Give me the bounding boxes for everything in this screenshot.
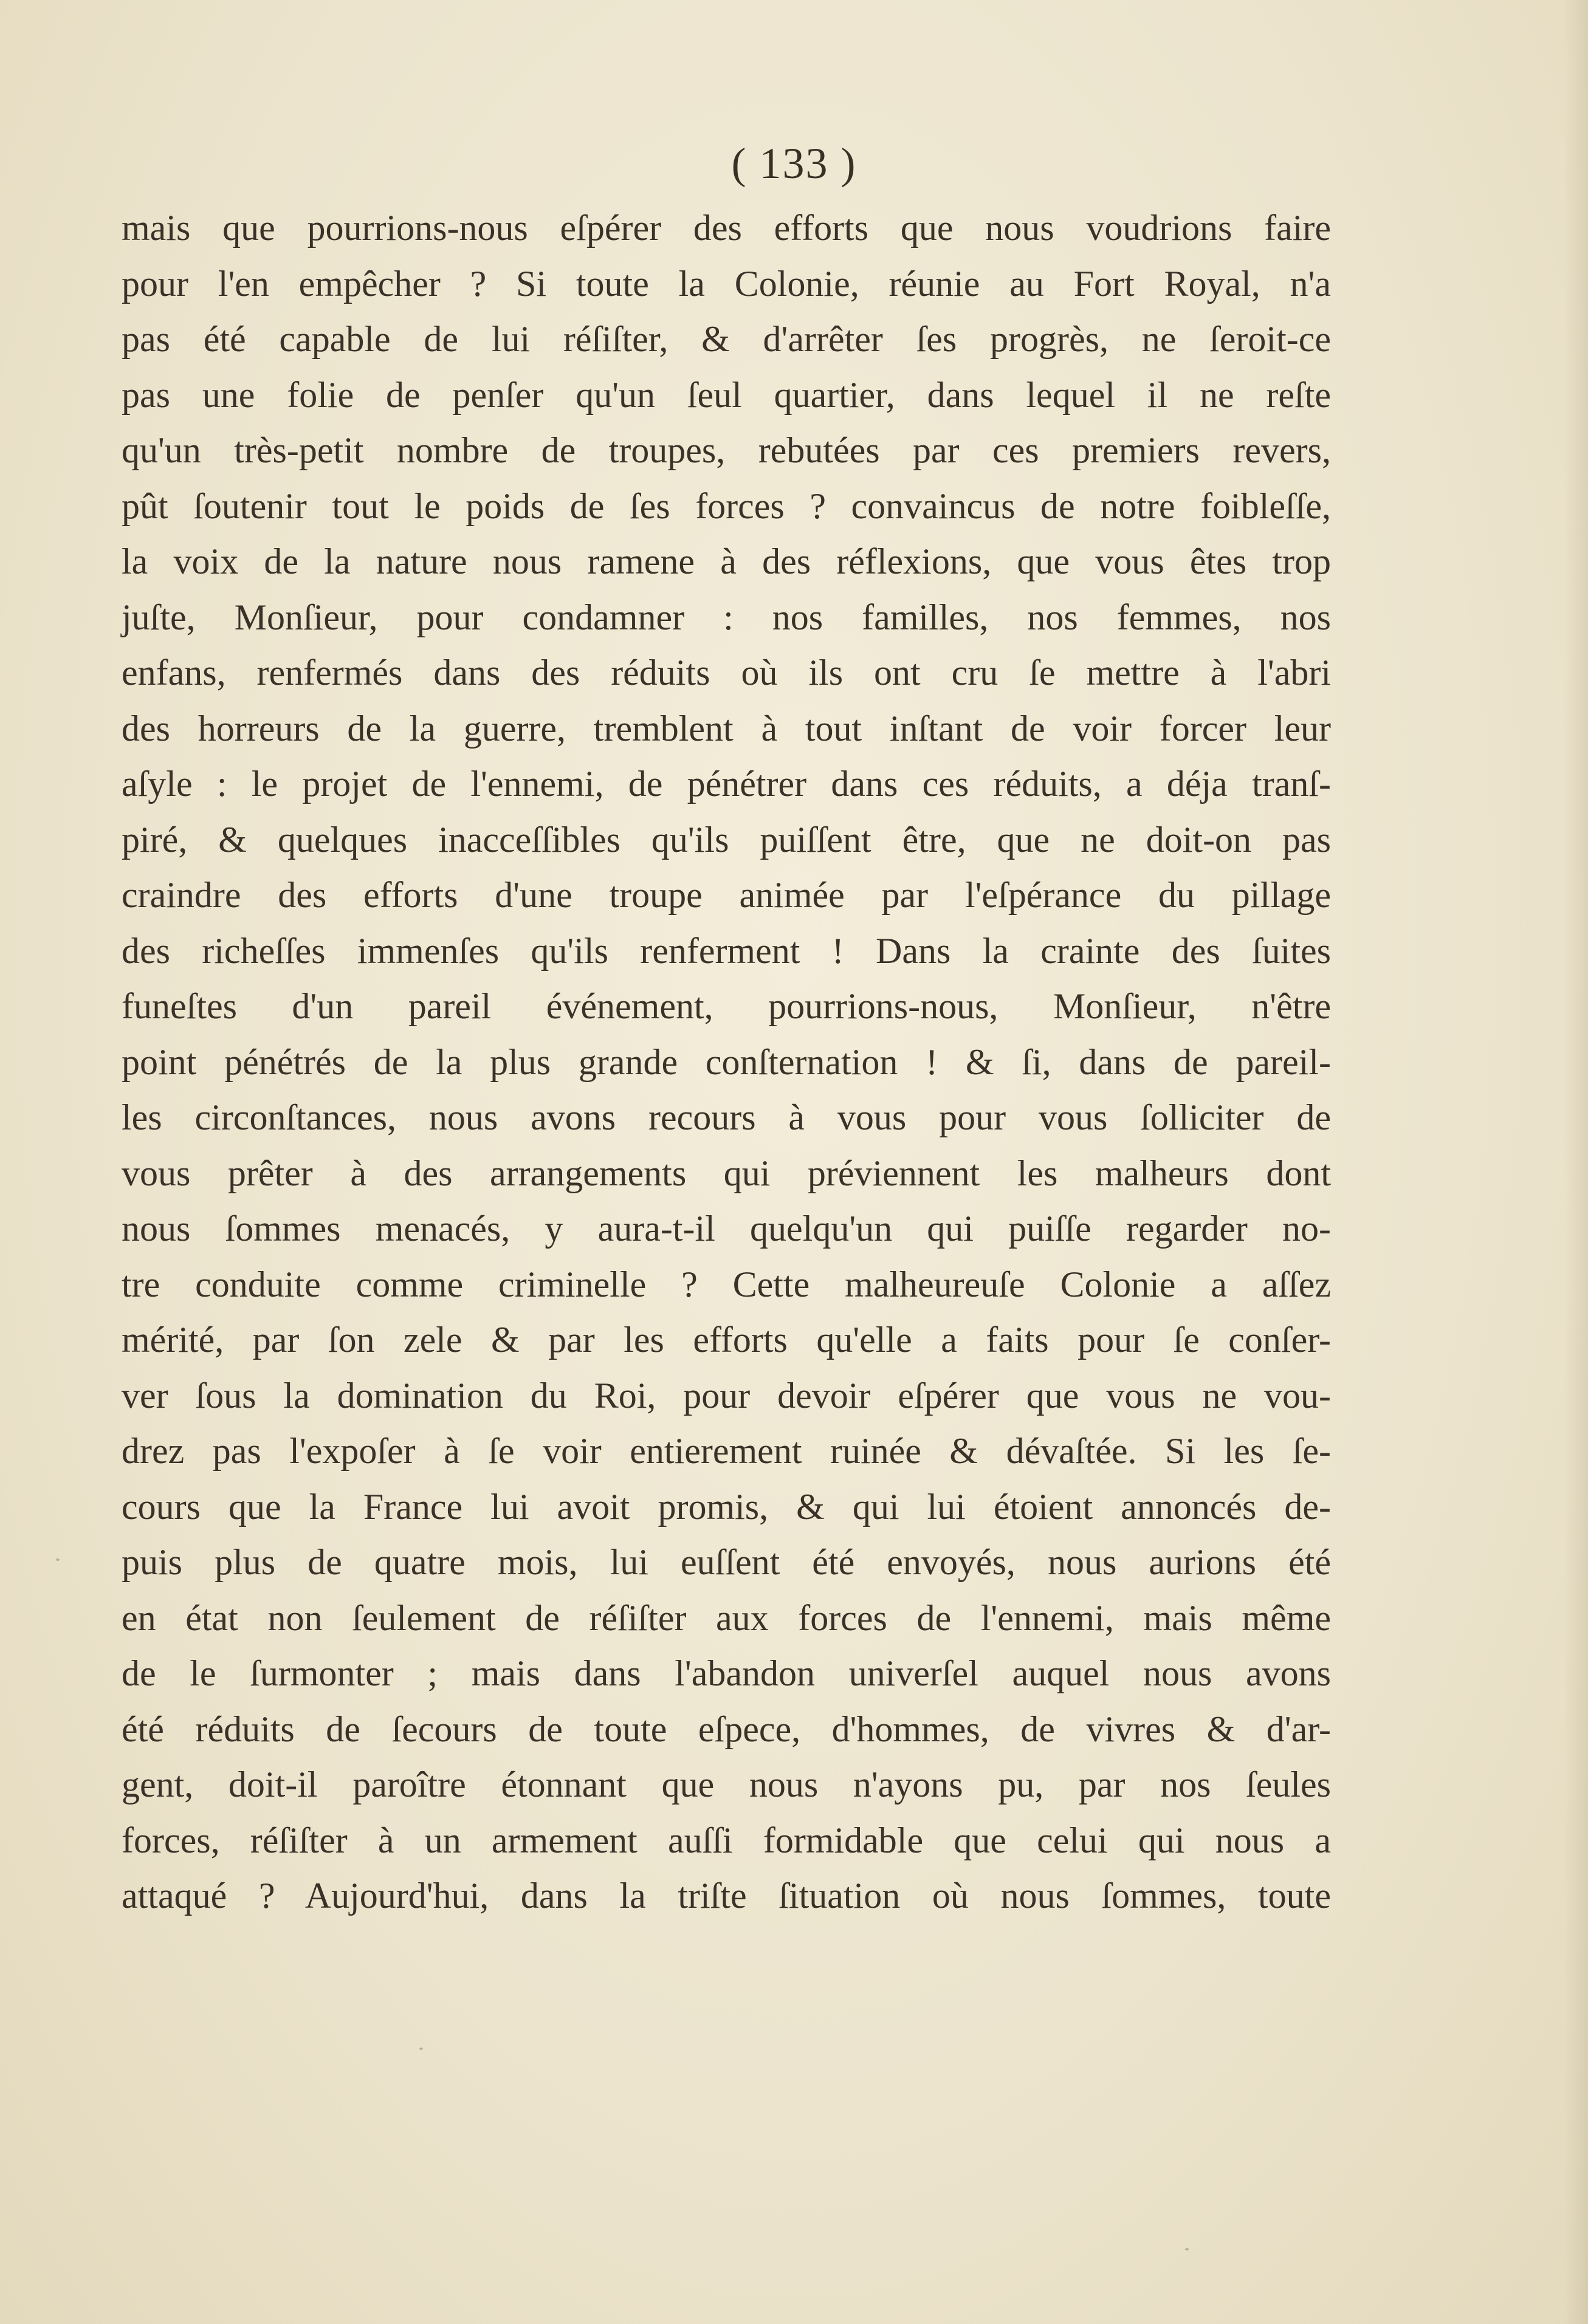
text-line: pas été capable de lui réſiſter, & d'arrêter ſes progrès, ne ſeroit-ce — [122, 319, 1331, 359]
text-line: enfans, renfermés dans des réduits où ils ont cru ſe mettre à l'abri — [122, 653, 1331, 693]
text-line: pût ſoutenir tout le poids de ſes forces ? convaincus de notre foibleſſe, — [122, 485, 1331, 526]
text-line: piré, & quelques inacceſſibles qu'ils puiſſent être, que ne doit-on pas — [122, 819, 1331, 860]
paper-speck — [419, 2048, 423, 2050]
text-line: pas une folie de penſer qu'un ſeul quartier, dans lequel il ne reſte — [122, 374, 1331, 415]
body-text — [122, 201, 1331, 1924]
text-line: drez pas l'expoſer à ſe voir entierement ruinée & dévaſtée. Si les ſe- — [122, 1431, 1331, 1471]
text-line: pour l'en empêcher ? Si toute la Colonie, réunie au Fort Royal, n'a — [122, 263, 1331, 304]
text-line: craindre des efforts d'une troupe animée par l'eſpérance du pillage — [122, 875, 1331, 915]
text-line: funeſtes d'un pareil événement, pourrions-nous, Monſieur, n'être — [122, 986, 1331, 1026]
text-line: gent, doit-il paroître étonnant que nous n'ayons pu, par nos ſeules — [122, 1764, 1331, 1805]
text-line: forces, réſiſter à un armement auſſi formidable que celui qui nous a — [122, 1820, 1331, 1860]
text-line: juſte, Monſieur, pour condamner : nos familles, nos femmes, nos — [122, 597, 1331, 637]
text-line: vous prêter à des arrangements qui préviennent les malheurs dont — [122, 1153, 1331, 1193]
paper-speck — [56, 1558, 60, 1561]
text-line: mais que pourrions-nous eſpérer des efforts que nous voudrions faire — [122, 208, 1331, 248]
text-line: attaqué ? Aujourd'hui, dans la triſte ſituation où nous ſommes, toute — [122, 1876, 1331, 1916]
text-line: nous ſommes menacés, y aura-t-il quelqu'un qui puiſſe regarder no- — [122, 1208, 1331, 1249]
text-line: aſyle : le projet de l'ennemi, de pénétrer dans ces réduits, a déja tranſ- — [122, 764, 1331, 804]
text-line: des richeſſes immenſes qu'ils renferment ! Dans la crainte des ſuites — [122, 930, 1331, 971]
text-line: de le ſurmonter ; mais dans l'abandon univerſel auquel nous avons — [122, 1653, 1331, 1693]
text-line: point pénétrés de la plus grande conſternation ! & ſi, dans de pareil- — [122, 1041, 1331, 1082]
text-line: été réduits de ſecours de toute eſpece, d'hommes, de vivres & d'ar- — [122, 1709, 1331, 1749]
page-edge-shadow — [1564, 0, 1588, 2324]
paper-speck — [1185, 2248, 1189, 2250]
text-line: tre conduite comme criminelle ? Cette malheureuſe Colonie a aſſez — [122, 1264, 1331, 1304]
text-line: les circonſtances, nous avons recours à vous pour vous ſolliciter de — [122, 1097, 1331, 1137]
text-line: cours que la France lui avoit promis, & qui lui étoient annoncés de- — [122, 1486, 1331, 1527]
text-line: en état non ſeulement de réſiſter aux forces de l'ennemi, mais même — [122, 1597, 1331, 1638]
text-line: des horreurs de la guerre, tremblent à tout inſtant de voir forcer leur — [122, 708, 1331, 749]
text-line: ver ſous la domination du Roi, pour devoir eſpérer que vous ne vou- — [122, 1375, 1331, 1416]
text-line: la voix de la nature nous ramene à des réflexions, que vous êtes trop — [122, 541, 1331, 581]
text-line: mérité, par ſon zele & par les efforts qu'elle a faits pour ſe conſer- — [122, 1320, 1331, 1360]
text-line: puis plus de quatre mois, lui euſſent été envoyés, nous aurions été — [122, 1542, 1331, 1582]
page-number: ( 133 ) — [731, 139, 857, 188]
text-line: qu'un très-petit nombre de troupes, rebutées par ces premiers revers, — [122, 430, 1331, 470]
